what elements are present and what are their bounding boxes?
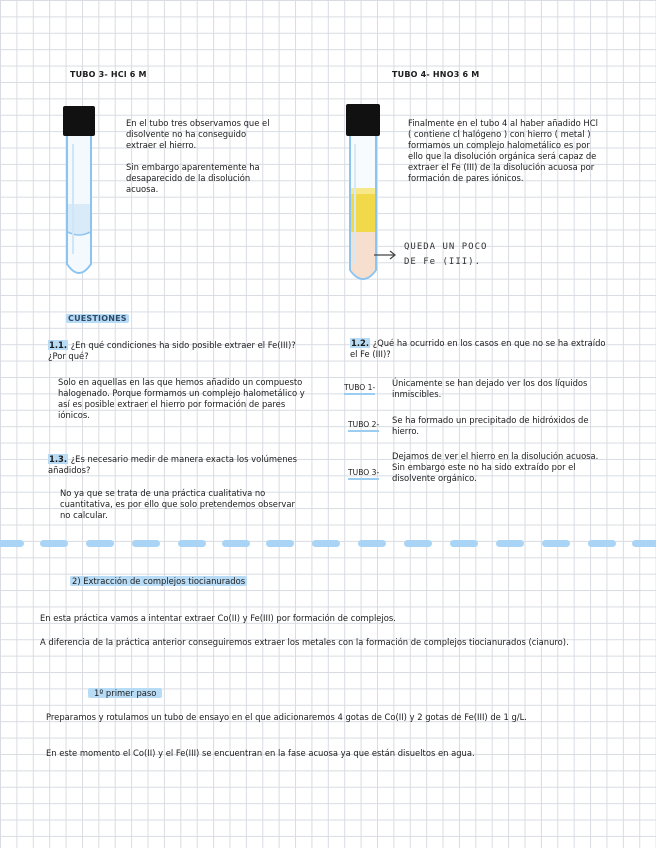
tubo2-text: Se ha formado un precipitado de hidróxidos de hierro.: [392, 415, 589, 436]
arrow-icon: [372, 248, 400, 262]
tubo3-label: TUBO 3-: [348, 468, 379, 480]
question-1-1-text: ¿En qué condiciones ha sido posible extraer el Fe(III)? ¿Por qué?: [48, 340, 296, 361]
tube3-title: TUBO 3- HCl 6 M: [70, 70, 147, 79]
question-1-1-number: 1.1.: [49, 340, 68, 350]
tubo1-label: TUBO 1-: [344, 383, 375, 395]
step-1-text-1: Preparamos y rotulamos un tubo de ensayo en el que adicionaremos 4 gotas de Co(II) y 2 gotas de Fe(III) de 1 g/L.: [46, 712, 527, 722]
questions-heading: CUESTIONES: [68, 314, 127, 323]
tube3-text: En el tubo tres observamos que el disolvente no ha conseguido extraer el hierro. Sin embargo aparentemente ha desaparecido de la disolución acuosa.: [126, 118, 270, 194]
section-2-title: [70, 576, 247, 587]
step-1-title-text: 1º primer paso: [88, 688, 162, 698]
tubo1-text: Únicamente se han dejado ver los dos líquidos inmiscibles.: [392, 378, 588, 399]
question-1-3: [48, 454, 310, 476]
question-1-2-number: 1.2.: [351, 338, 370, 348]
section-2-title-text: 2) Extracción de complejos tiocianurados: [72, 576, 246, 586]
answer-1-1: Solo en aquellas en las que hemos añadido un compuesto halogenado. Porque formamos un complejo halometálico y así es posible extraer el hierro por formación de pares iónicos.: [58, 377, 305, 420]
question-1-2-text: ¿Qué ha ocurrido en los casos en que no se ha extraído el Fe (III)?: [350, 338, 606, 359]
section-2-intro: En esta práctica vamos a intentar extraer Co(II) y Fe(III) por formación de complejos.: [40, 613, 396, 623]
question-1-2: [350, 338, 606, 360]
test-tube-3-icon: [58, 104, 100, 282]
step-1-text-2: En este momento el Co(II) y el Fe(III) se encuentran en la fase acuosa ya que están disueltos en agua.: [46, 748, 475, 758]
tube4-text: Finalmente en el tubo 4 al haber añadido HCl ( contiene cl halógeno ) con hierro ( metal ) formamos un complejo halometálico es por ello que la disolución orgánica será capaz de extraer el Fe (III) de la disolución acuosa por formación de pares iónicos.: [408, 118, 598, 183]
tube4-note: QUEDA UN POCO DE Fe (III).: [404, 242, 488, 267]
answer-1-3: No ya que se trata de una práctica cualitativa no cuantitativa, es por ello que solo pretendemos observar no calcular.: [60, 488, 295, 520]
section-divider: [0, 540, 656, 548]
step-1-title: [88, 688, 162, 699]
tube4-title: TUBO 4- HNO3 6 M: [392, 70, 480, 79]
question-1-3-number: 1.3.: [49, 454, 68, 464]
question-1-1: [48, 340, 310, 362]
tubo3-text: Dejamos de ver el hierro en la disolución acuosa. Sin embargo este no ha sido extraído por el disolvente orgánico.: [392, 451, 599, 483]
tubo2-label: TUBO 2-: [348, 420, 379, 432]
question-1-3-text: ¿Es necesario medir de manera exacta los volúmenes añadidos?: [48, 454, 298, 475]
section-2-difference: A diferencia de la práctica anterior conseguiremos extraer los metales con la formación de complejos tiocianurados (cianuro).: [40, 637, 569, 647]
